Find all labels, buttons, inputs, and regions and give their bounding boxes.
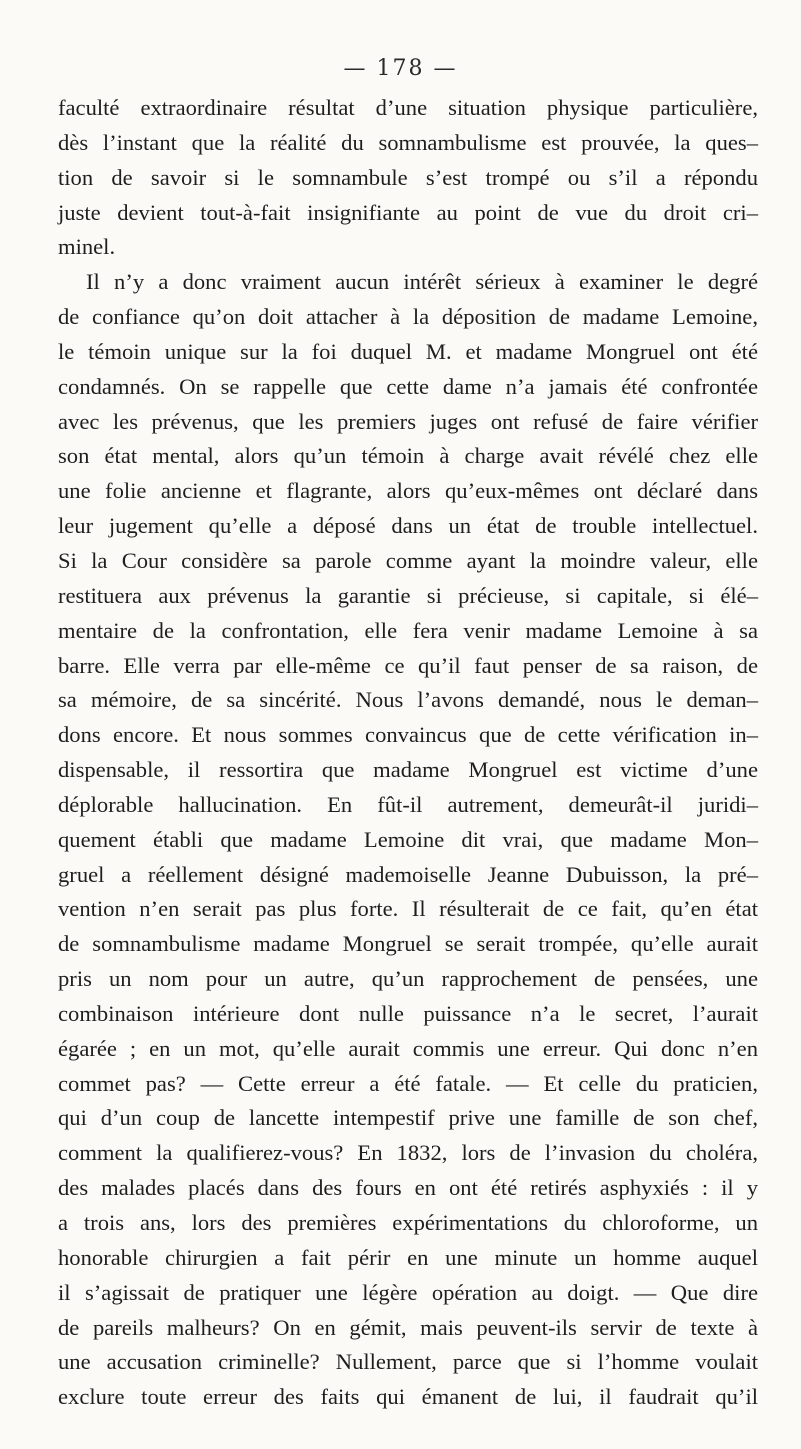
text-line: juste devient tout-à-fait insignifiante au point de vue du droit cri– [58, 199, 758, 225]
text-line: déplorable hallucination. En fût-il autrement, demeurât-il juridi– [58, 791, 758, 817]
text-line: commet pas? — Cette erreur a été fatale. — Et celle du praticien, [58, 1070, 758, 1096]
text-line: honorable chirurgien a fait périr en une minute un homme auquel [58, 1244, 758, 1270]
text-line: a trois ans, lors des premières expérimentations du chloroforme, un [58, 1210, 758, 1235]
text-line: restituera aux prévenus la garantie si précieuse, si capitale, si élé– [58, 582, 758, 608]
text-line: vention n’en serait pas plus forte. Il résulterait de ce fait, qu’en état [58, 896, 758, 922]
text-line: de confiance qu’on doit attacher à la déposition de madame Lemoine, [58, 304, 758, 330]
text-line: pris un nom pour un autre, qu’un rapprochement de pensées, une [58, 966, 758, 992]
text-line: sa mémoire, de sa sincérité. Nous l’avons demandé, nous le deman– [58, 687, 758, 713]
text-line: une folie ancienne et flagrante, alors qu’eux-mêmes ont déclaré dans [58, 478, 758, 504]
text-line: égarée ; en un mot, qu’elle aurait commis une erreur. Qui donc n’en [58, 1035, 758, 1061]
text-line: dès l’instant que la réalité du somnambulisme est prouvée, la ques– [58, 129, 758, 155]
text-line: le témoin unique sur la foi duquel M. et madame Mongruel ont été [58, 338, 758, 364]
text-line: faculté extraordinaire résultat d’une situation physique particulière, [58, 95, 758, 120]
text-line: tion de savoir si le somnambule s’est trompé ou s’il a répondu [58, 164, 758, 190]
text-line: Il n’y a donc vraiment aucun intérêt sérieux à examiner le degré [86, 269, 758, 295]
text-line: mentaire de la confrontation, elle fera venir madame Lemoine à sa [58, 617, 758, 643]
text-line: de somnambulisme madame Mongruel se serait trompée, qu’elle aurait [58, 931, 758, 957]
text-line: barre. Elle verra par elle-même ce qu’il faut penser de sa raison, de [58, 652, 758, 678]
text-line: Si la Cour considère sa parole comme ayant la moindre valeur, elle [58, 547, 758, 573]
text-line: dons encore. Et nous sommes convaincus que de cette vérification in– [58, 722, 758, 748]
text-line: quement établi que madame Lemoine dit vrai, que madame Mon– [58, 826, 758, 852]
text-line: dispensable, il ressortira que madame Mongruel est victime d’une [58, 757, 758, 783]
text-line: des malades placés dans des fours en ont été retirés asphyxiés : il y [58, 1175, 758, 1201]
text-line: comment la qualifierez-vous? En 1832, lors de l’invasion du choléra, [58, 1140, 758, 1166]
text-line: une accusation criminelle? Nullement, parce que si l’homme voulait [58, 1349, 758, 1375]
text-line: avec les prévenus, que les premiers juges ont refusé de faire vérifier [58, 408, 758, 434]
text-line: de pareils malheurs? On en gémit, mais peuvent-ils servir de texte à [58, 1314, 758, 1340]
text-line: leur jugement qu’elle a déposé dans un état de trouble intellectuel. [58, 513, 758, 539]
text-line: minel. [58, 234, 116, 260]
text-line: exclure toute erreur des faits qui émanent de lui, il faudrait qu’il [58, 1384, 758, 1410]
body-text [58, 91, 758, 1415]
page-number: — 178 — [343, 56, 458, 81]
text-line: gruel a réellement désigné mademoiselle Jeanne Dubuisson, la pré– [58, 861, 758, 887]
text-line: qui d’un coup de lancette intempestif prive une famille de son chef, [58, 1105, 758, 1131]
text-line: combinaison intérieure dont nulle puissance n’a le secret, l’aurait [58, 1000, 758, 1026]
text-line: condamnés. On se rappelle que cette dame n’a jamais été confrontée [58, 373, 758, 399]
text-line: son état mental, alors qu’un témoin à charge avait révélé chez elle [58, 443, 758, 469]
text-line: il s’agissait de pratiquer une légère opération au doigt. — Que dire [58, 1279, 758, 1305]
